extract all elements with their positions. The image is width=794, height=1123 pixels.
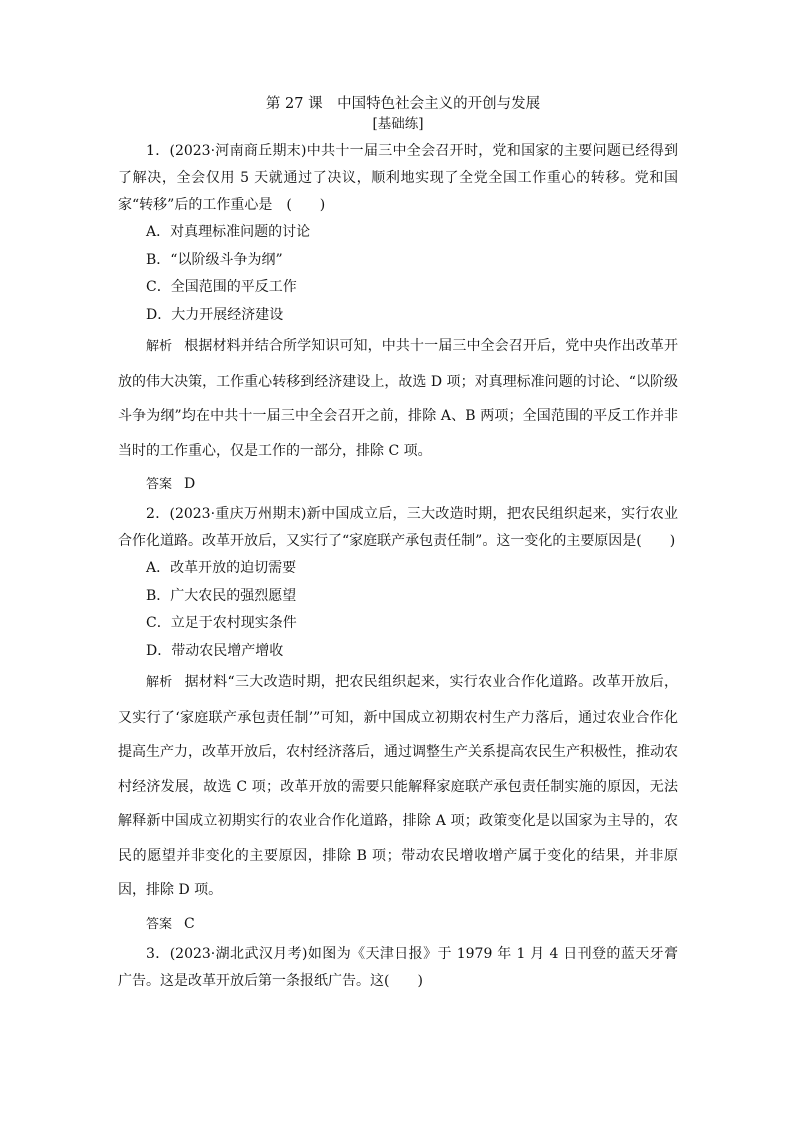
answer-label: 答案 xyxy=(146,916,173,932)
question-1-analysis xyxy=(118,329,678,468)
question-1-option-d: D．大力开展经济建设 xyxy=(146,306,284,323)
question-2-stem: 2．(2023·重庆万州期末)新中国成立后，三大改造时期，把农民组织起来，实行农业合作化道路。改革开放后，又实行了“家庭联产承包责任制”。这一变化的主要原因是( ) xyxy=(118,506,678,549)
section-subtitle: [基础练] xyxy=(372,116,424,132)
question-3-stem: 3．(2023·湖北武汉月考)如图为《天津日报》于 1979 年 1 月 4 日刊登的蓝天牙膏广告。这是改革开放后第一条报纸广告。这( ) xyxy=(118,945,678,989)
analysis-label: 解析 xyxy=(146,675,173,690)
question-1-option-b: B．“以阶级斗争为纲” xyxy=(146,251,283,268)
question-2-option-c: C．立足于农村现实条件 xyxy=(146,615,297,631)
lesson-title: 第 27 课 中国特色社会主义的开创与发展 xyxy=(265,96,541,112)
question-1-stem: 1．(2023·河南商丘期末)中共十一届三中全会召开时，党和国家的主要问题已经得到了解决，全会仅用 5 天就通过了决议，顺利地实现了全党全国工作重心的转移。党和国家“转移”后的工作重心是 ( ) xyxy=(118,143,678,213)
question-1-analysis-text: 根据材料并结合所学知识可知，中共十一届三中全会召开后，党中央作出改革开放的伟大决策，工作重心转移到经济建设上，故选 D 项；对真理标准问题的讨论、“以阶级斗争为纲”均在中共十一届三中全会召开之前，排除 A、B 两项；全国范围的平反工作并非当时的工作重心，仅是工作的一部分，排除 C 项。 xyxy=(118,338,678,459)
question-2-analysis-text: 据材料“三大改造时期，把农民组织起来，实行农业合作化道路。改革开放后，又实行了‘家庭联产承包责任制’”可知，新中国成立初期农村生产力落后，通过农业合作化提高生产力，改革开放后，农村经济落后，通过调整生产关系提高农民生产积极性，推动农村经济发展，故选 C 项；改革开放的需要只能解释家庭联产承包责任制实施的原因，无法解释新中国成立初期实行的农业合作化道路，排除 A 项；政策变化是以国家为主导的，农民的愿望并非变化的主要原因，排除 B 项；带动农民增收增产属于变化的结果，并非原因，排除 D 项。 xyxy=(118,674,678,898)
question-2-answer xyxy=(118,908,678,941)
question-2-option-b: B．广大农民的强烈愿望 xyxy=(146,587,297,604)
question-3 xyxy=(118,941,678,995)
question-2-option-d: D．带动农民增产增收 xyxy=(146,642,284,659)
question-1-answer xyxy=(118,468,678,501)
question-2-analysis xyxy=(118,665,678,908)
document-content xyxy=(118,94,678,995)
question-1-option-a: A．对真理标准问题的讨论 xyxy=(146,224,311,240)
question-1-answer-value: D xyxy=(184,476,196,492)
question-1-option-c: C．全国范围的平反工作 xyxy=(146,279,297,295)
answer-label: 答案 xyxy=(146,477,173,492)
question-2-answer-value: C xyxy=(184,915,195,932)
question-1 xyxy=(118,138,678,501)
question-2-option-a: A．改革开放的迫切需要 xyxy=(146,560,297,576)
question-2 xyxy=(118,501,678,941)
analysis-label: 解析 xyxy=(146,339,173,354)
